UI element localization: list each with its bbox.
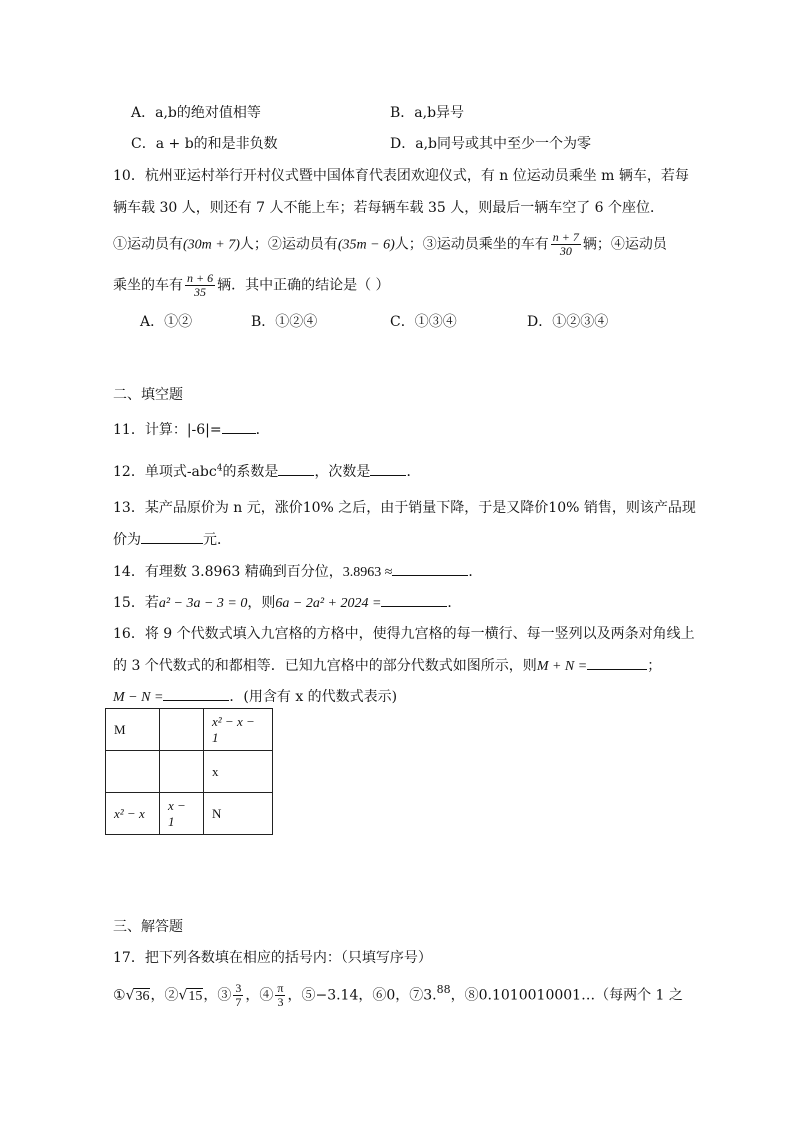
q17-item2-label: ，② xyxy=(150,987,179,1004)
q9-option-b: B．a,b异号 xyxy=(390,105,465,121)
q10-option-d: D．①②③④ xyxy=(527,314,609,330)
sqrt-icon: √ xyxy=(178,987,188,1004)
q9-option-d: D．a,b同号或其中至少一个为零 xyxy=(390,136,591,152)
q9-option-a: A．a,b的绝对值相等 xyxy=(131,105,261,121)
q15-blank xyxy=(381,592,447,607)
grid-cell: x − 1 xyxy=(160,793,204,835)
grid-row xyxy=(106,793,273,835)
q17-pi-den: 3 xyxy=(277,995,284,1009)
q11-end: ． xyxy=(255,422,270,438)
grid-cell: N xyxy=(204,793,273,835)
grid-cell: x² − x − 1 xyxy=(204,709,273,751)
q10-fraction2 xyxy=(185,272,215,299)
q17-item4-label: ，④ xyxy=(245,987,274,1004)
q12 xyxy=(113,461,420,481)
q17-item3-label: ，③ xyxy=(203,987,232,1004)
q10-stmt3: 人；③运动员乘坐的车有 xyxy=(394,236,549,253)
q14-end: ． xyxy=(468,564,483,580)
q15-end: ． xyxy=(447,595,462,611)
grid-cell xyxy=(106,751,160,793)
q12-text-mid: 的系数是 xyxy=(222,464,279,480)
q16-text: 的 3 个代数式的和都相等．已知九宫格中的部分代数式如图所示，则 xyxy=(113,658,537,674)
q10-stmt2: 人；②运动员有 xyxy=(239,236,338,253)
q10-line2: 辆车载 30 人，则还有 7 人不能上车；若每辆车载 35 人，则最后一辆车空了 6 个座位． xyxy=(113,200,665,216)
q13-blank xyxy=(141,529,203,544)
q14-text: 14．有理数 3.8963 精确到百分位， xyxy=(113,564,343,580)
q10-option-b: B．①②④ xyxy=(251,314,318,330)
q12-blank-coefficient xyxy=(278,461,314,476)
q17-fraction-den: 7 xyxy=(235,995,242,1009)
q11 xyxy=(113,419,270,439)
q15-expr2: 6a − 2a² + 2024 = xyxy=(275,596,382,611)
section-solve-title: 三、解答题 xyxy=(113,919,183,935)
magic-square-grid xyxy=(105,708,273,835)
q13-line2 xyxy=(113,529,231,549)
q10-fraction1-den: 30 xyxy=(559,244,572,258)
q10-stmt6: 辆．其中正确的结论是（ ） xyxy=(217,277,390,294)
q16-line3 xyxy=(113,686,397,706)
q10-line3 xyxy=(113,231,667,258)
q13-line1: 13．某产品原价为 n 元，涨价10% 之后，由于销量下降，于是又降价10% 销售，则该产品现 xyxy=(113,500,696,516)
q14-expr: 3.8963 ≈ xyxy=(342,565,393,580)
q15-text: 15．若 xyxy=(113,595,159,611)
q17-pi-fraction xyxy=(275,982,285,1009)
q10-stmt5: 乘坐的车有 xyxy=(113,277,183,294)
q11-text: 11．计算：|-6|= xyxy=(113,422,222,438)
q17-radicand2: 15 xyxy=(188,988,203,1004)
q14-blank xyxy=(392,561,468,576)
q10-option-c: C．①③④ xyxy=(390,314,457,330)
q15 xyxy=(113,592,461,612)
q17-fraction-num: 3 xyxy=(235,981,242,995)
q10-line1: 10．杭州亚运村举行开村仪式暨中国体育代表团欢迎仪式，有 n 位运动员乘坐 m 辆车，若每 xyxy=(113,168,689,184)
q10-fraction1-num: n + 7 xyxy=(552,230,579,244)
grid-cell: x² − x xyxy=(106,793,160,835)
q17-line2 xyxy=(113,982,683,1009)
grid-cell xyxy=(160,709,204,751)
q14 xyxy=(113,561,482,581)
q12-blank-degree xyxy=(370,461,406,476)
q10-expr2: (35m − 6) xyxy=(337,237,395,253)
q17-radicand1: 36 xyxy=(135,988,150,1004)
q16-expr2: M − N = xyxy=(113,690,164,705)
q17-items5-7: ，⑤−3.14，⑥0，⑦3. xyxy=(287,987,437,1004)
q9-option-c: C．a + b的和是非负数 xyxy=(131,136,278,152)
q11-blank xyxy=(222,419,256,434)
q17-fraction xyxy=(233,982,243,1009)
q16-end: ．(用含有 x 的代数式表示) xyxy=(229,689,398,705)
q16-semicolon: ； xyxy=(647,658,662,674)
q13-text: 价为 xyxy=(113,532,141,548)
q12-text: 12．单项式-abc xyxy=(113,464,217,480)
q17-item1-label: ① xyxy=(113,987,126,1004)
q10-stmt1: ①运动员有 xyxy=(113,236,183,253)
q10-expr1: (30m + 7) xyxy=(183,237,240,253)
q10-stmt4: 辆；④运动员 xyxy=(582,236,667,253)
q17-line1: 17．把下列各数填在相应的括号内：（只填写序号） xyxy=(113,950,432,966)
q10-fraction2-den: 35 xyxy=(194,285,207,299)
grid-cell: M xyxy=(106,709,160,751)
q12-end: ． xyxy=(406,464,421,480)
q17-item8: ，⑧0.1010010001…（每两个 1 之 xyxy=(450,987,683,1004)
q16-blank1 xyxy=(587,655,647,670)
q10-fraction2-num: n + 6 xyxy=(187,271,214,285)
q15-text-mid: ，则 xyxy=(247,595,276,611)
q10-option-a: A．①② xyxy=(140,314,193,330)
q13-end: 元． xyxy=(203,532,231,548)
q17-pi-num: π xyxy=(277,981,284,995)
q10-fraction1 xyxy=(551,231,581,258)
grid-cell: x xyxy=(204,751,273,793)
q10-line4 xyxy=(113,272,390,299)
q12-text-mid2: ，次数是 xyxy=(314,464,371,480)
q12-exponent: 4 xyxy=(216,463,223,474)
q16-blank2 xyxy=(163,686,229,701)
q15-expr1: a² − 3a − 3 = 0 xyxy=(158,596,248,611)
q16-line1: 16．将 9 个代数式填入九宫格的方格中，使得九宫格的每一横行、每一竖列以及两条对角线上 xyxy=(113,626,695,642)
q16-line2 xyxy=(113,655,661,675)
section-fill-in-title: 二、填空题 xyxy=(113,387,183,403)
grid-row xyxy=(106,709,273,751)
grid-cell xyxy=(160,751,204,793)
sqrt-icon: √ xyxy=(125,987,135,1004)
q16-expr1: M + N = xyxy=(536,659,588,674)
q17-repeating-digits: 88 xyxy=(436,982,451,996)
grid-row xyxy=(106,751,273,793)
